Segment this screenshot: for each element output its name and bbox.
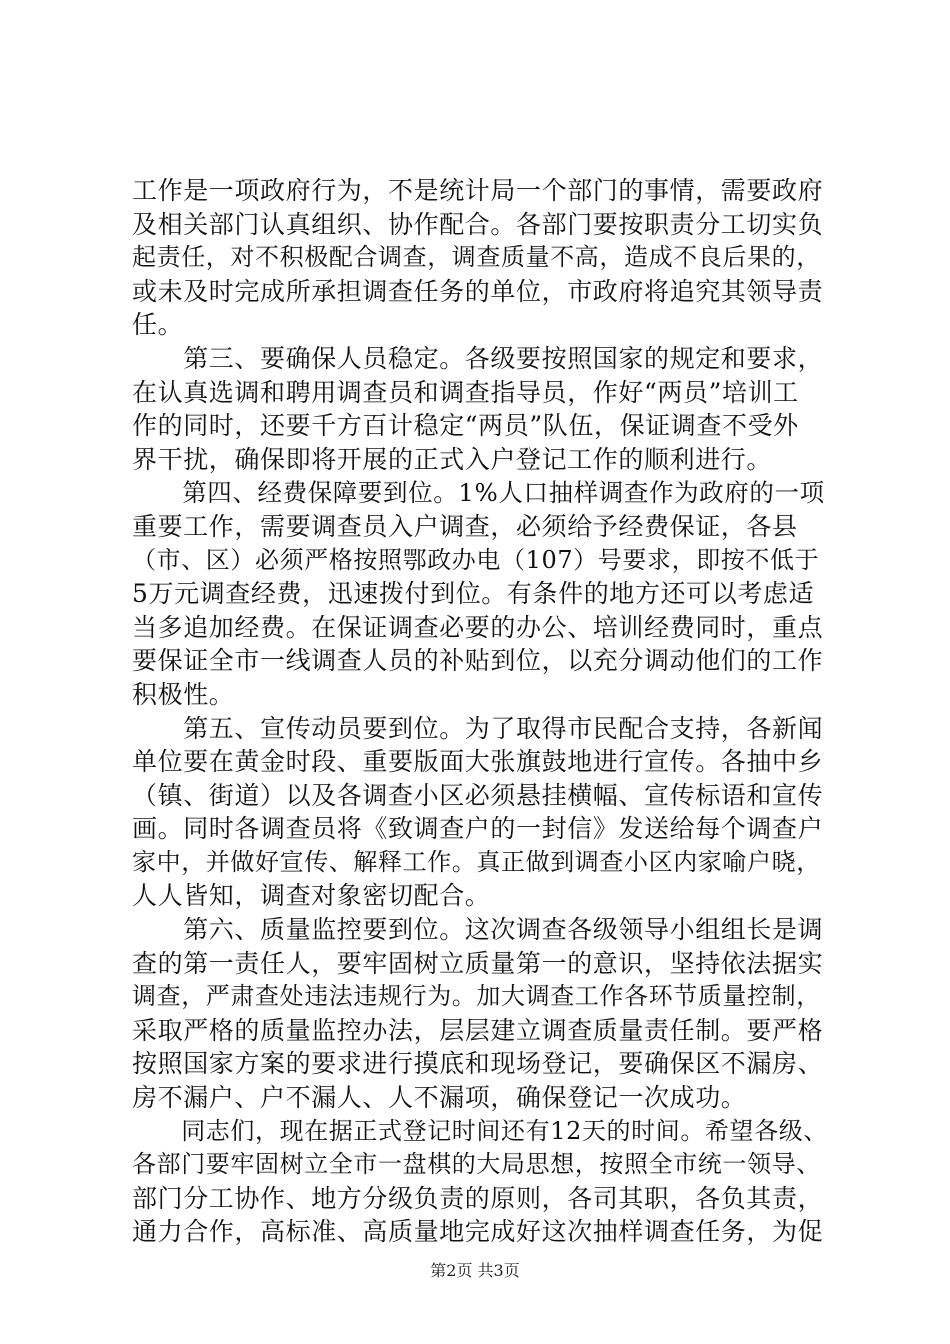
text-line: 界干扰，确保即将开展的正式入户登记工作的顺利进行。 (132, 444, 773, 474)
text-line: 调查，严肃查处违法违规行为。加大调查工作各环节质量控制， (132, 982, 821, 1011)
text-line: 要保证全市一线调查人员的补贴到位，以充分调动他们的工作 (132, 646, 824, 676)
text-line: 查的第一责任人，要牢固树立质量第一的意识，坚持依法据实 (132, 948, 824, 978)
text-line: 工作是一项政府行为，不是统计局一个部门的事情，需要政府 (132, 176, 824, 205)
text-line: 第六、质量监控要到位。这次调查各级领导小组组长是调 (132, 915, 824, 945)
text-line: 当多追加经费。在保证调查必要的办公、培训经费同时，重点 (132, 612, 824, 642)
text-line: 积极性。 (132, 679, 235, 709)
text-line: 任。 (132, 310, 184, 340)
text-line: 或未及时完成所承担调查任务的单位，市政府将追究其领导责 (132, 276, 824, 306)
document-body (132, 174, 832, 1249)
text-line: 部门分工协作、地方分级负责的原则，各司其职，各负其责， (132, 1183, 824, 1213)
text-line: 起责任，对不积极配合调查，调查质量不高，造成不良后果的， (132, 243, 821, 272)
text-line: 第三、要确保人员稳定。各级要按照国家的规定和要求， (132, 343, 824, 373)
text-line: 及相关部门认真组织、协作配合。各部门要按职责分工切实负 (132, 209, 824, 239)
text-line: 人人皆知，调查对象密切配合。 (132, 881, 491, 911)
text-line: 重要工作，需要调查员入户调查，必须给予经费保证，各县 (132, 511, 798, 541)
text-line: 在认真选调和聘用调查员和调查指导员，作好“两员”培训工 (132, 377, 799, 407)
text-line: 按照国家方案的要求进行摸底和现场登记，要确保区不漏房、 (132, 1049, 824, 1079)
text-line: 第四、经费保障要到位。1%人口抽样调查作为政府的一项 (132, 478, 825, 508)
text-line: 通力合作，高标准、高质量地完成好这次抽样调查任务，为促 (132, 1217, 824, 1247)
text-line: 作的同时，还要千方百计稳定“两员”队伍，保证调查不受外 (132, 411, 799, 441)
text-line: （市、区）必须严格按照鄂政办电（107）号要求，即按不低于 (132, 545, 820, 574)
text-line: 各部门要牢固树立全市一盘棋的大局思想，按照全市统一领导、 (132, 1150, 821, 1179)
text-line: 单位要在黄金时段、重要版面大张旗鼓地进行宣传。各抽中乡 (132, 747, 824, 777)
text-line: 家中，并做好宣传、解释工作。真正做到调查小区内家喻户晓， (132, 847, 821, 876)
text-line: 第五、宣传动员要到位。为了取得市民配合支持，各新闻 (132, 713, 824, 743)
text-line: 房不漏户、户不漏人、人不漏项，确保登记一次成功。 (132, 1083, 747, 1113)
text-line: 画。同时各调查员将《致调查户的一封信》发送给每个调查户 (132, 814, 824, 844)
page-footer: 第2页 共3页 (430, 1261, 520, 1280)
text-line: （镇、街道）以及各调查小区必须悬挂横幅、宣传标语和宣传 (132, 780, 824, 810)
text-line: 采取严格的质量监控办法，层层建立调查质量责任制。要严格 (132, 1015, 824, 1045)
text-line: 5万元调查经费，迅速拨付到位。有条件的地方还可以考虑适 (132, 579, 815, 609)
text-line: 同志们，现在据正式登记时间还有12天的时间。希望各级、 (132, 1116, 828, 1145)
